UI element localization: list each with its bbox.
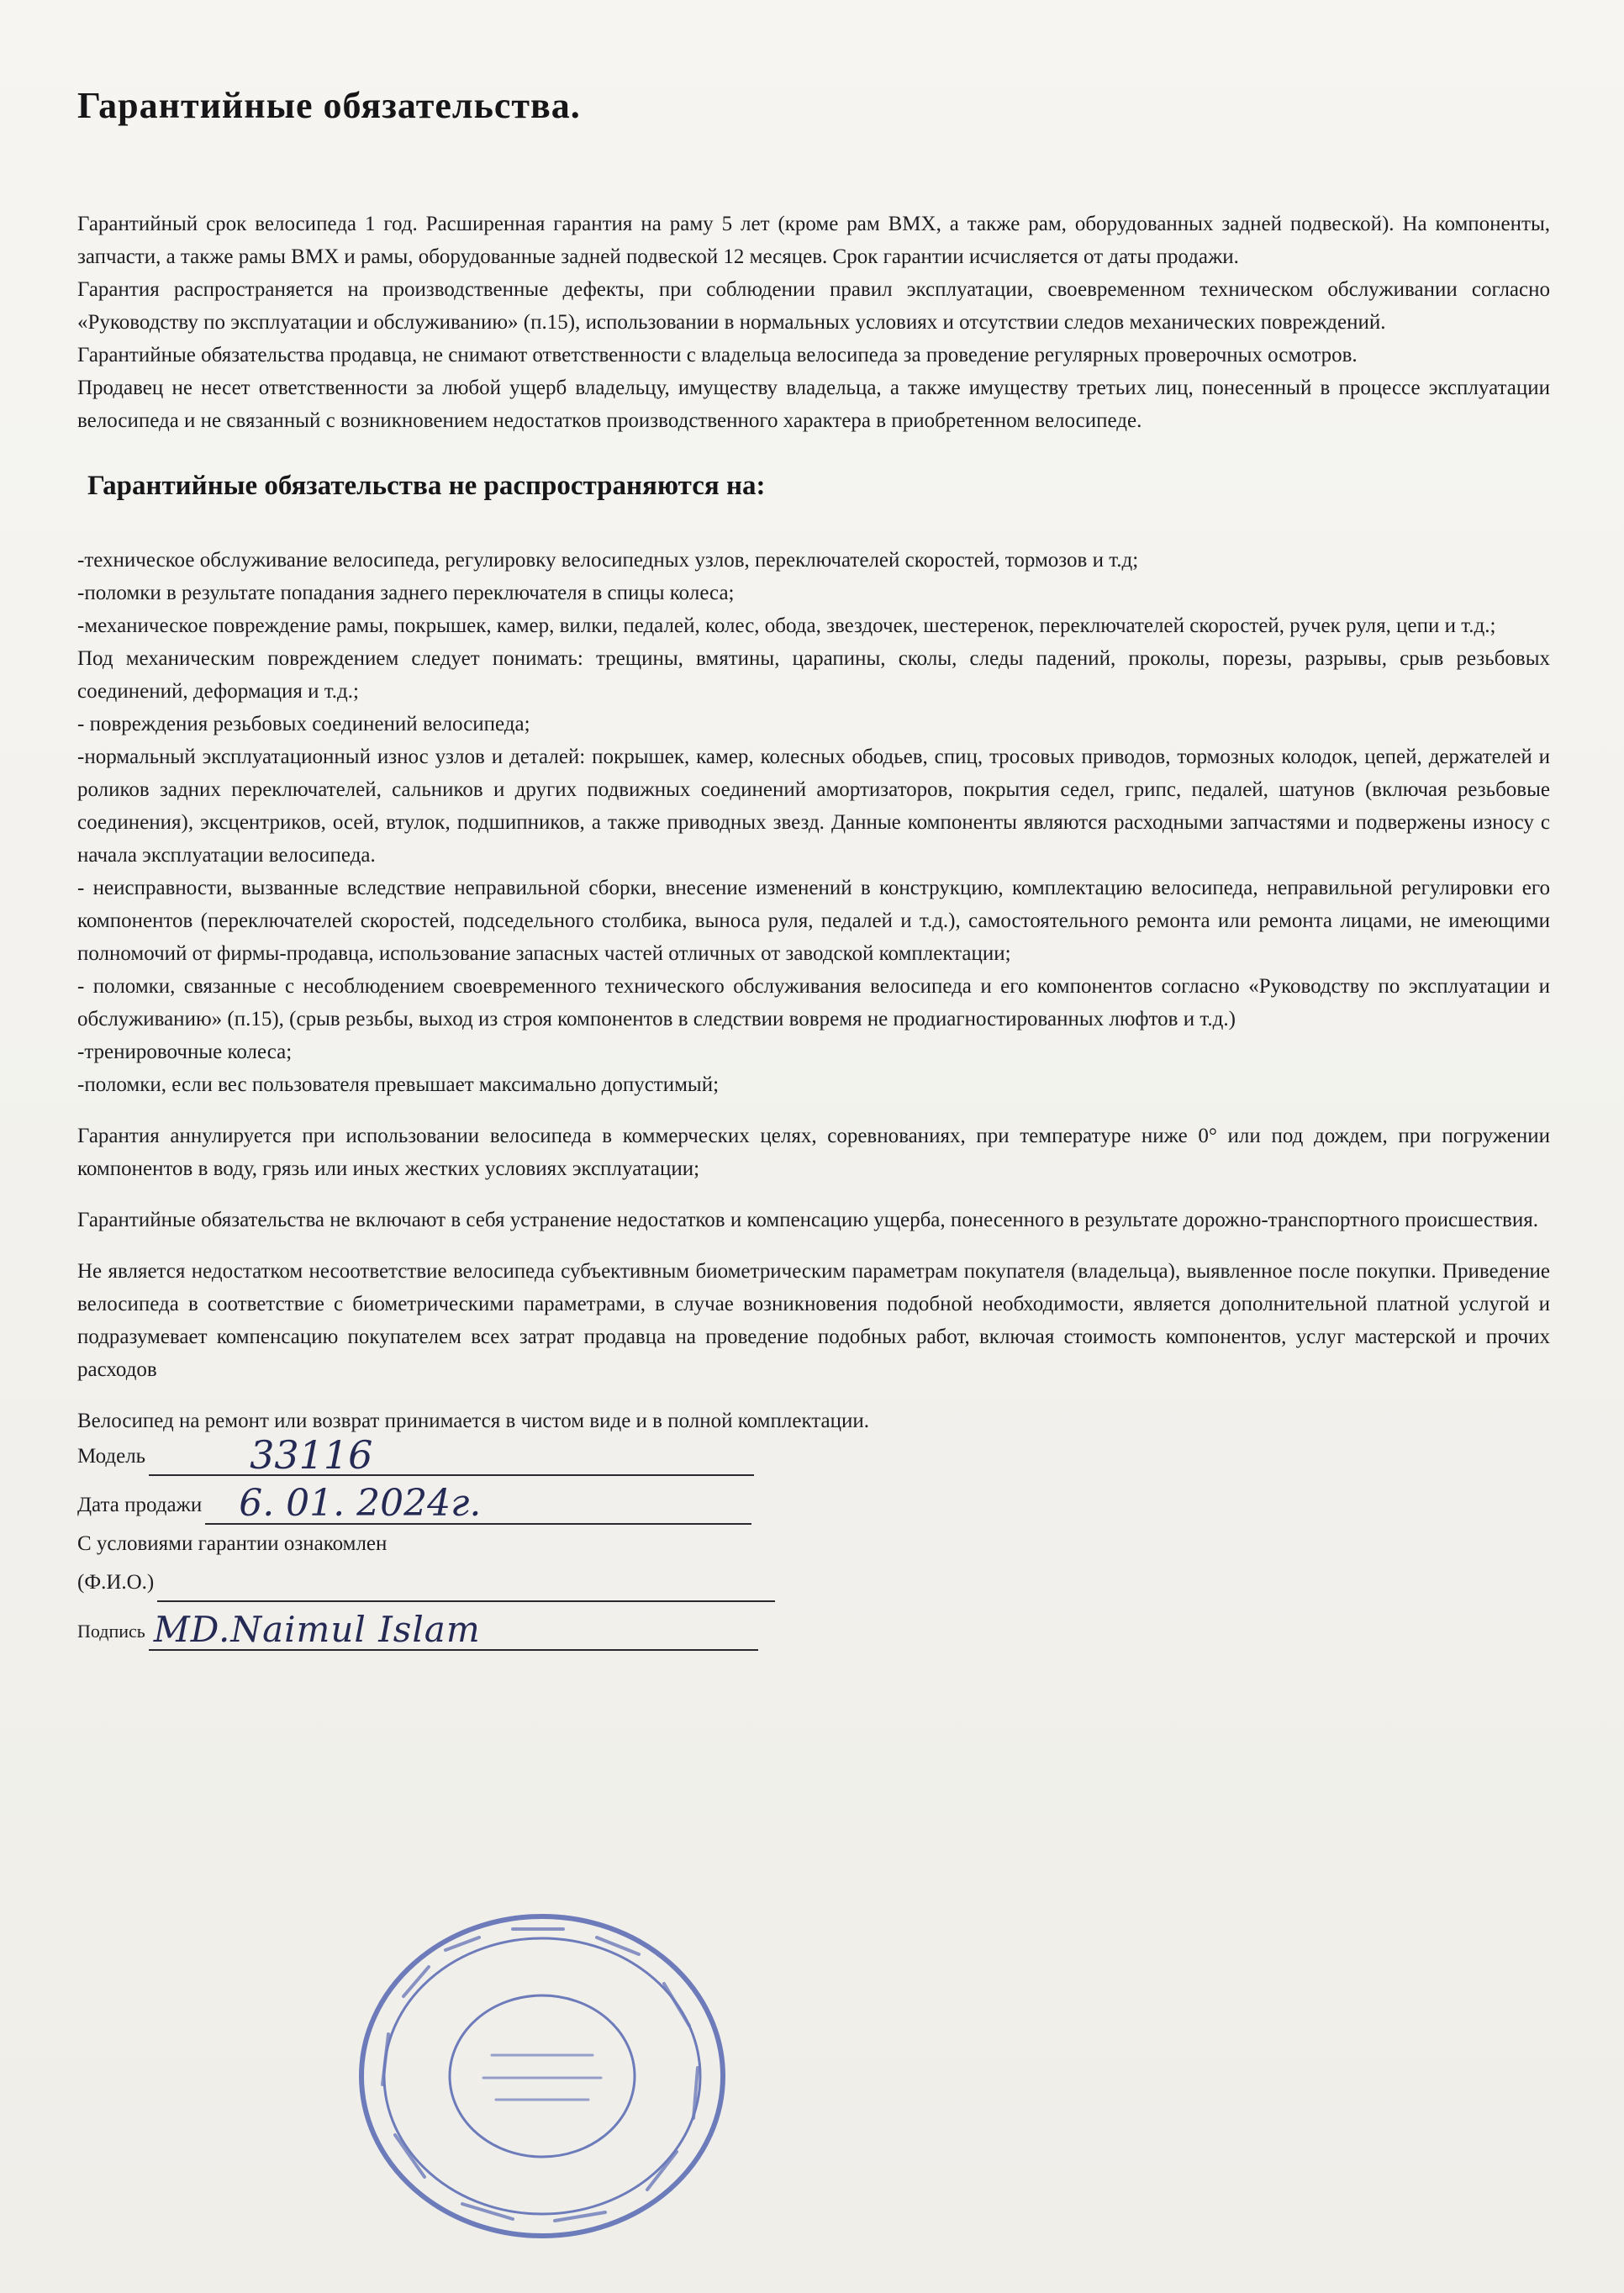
signature-label: Подпись xyxy=(77,1621,145,1642)
paragraph-warranty-coverage: Гарантия распространяется на производственные дефекты, при соблюдении правил эксплуатации, своевременном техническом обслуживании согласно «Руководству по эксплуатации и обслуживанию» (п.15), использовании в нормальных условиях и отсутствии следов механических повреждений. xyxy=(77,278,1550,334)
model-value: 33116 xyxy=(250,1432,373,1478)
paragraph-biometric-fit: Не является недостатком несоответствие велосипеда субъективным биометрическим параметрам покупателя (владельца), выявленное после покупки. Приведение велосипеда в соответствие с биометрическими параметрами, в случае возникновения подобной необходимости, является дополнительной платной услугой и подразумевает компенсацию покупателем всех затрат продавца на проведение подобных работ, включая стоимость компонентов, услуг мастерской и прочих расходов xyxy=(77,1260,1550,1381)
paragraph-accident-exclusion: Гарантийные обязательства не включают в себя устранение недостатков и компенсацию ущерба, понесенного в результате дорожно-транспортного происшествия. xyxy=(77,1209,1538,1231)
exclusion-item: -механическое повреждение рамы, покрышек, камер, вилки, педалей, колес, обода, звездочек, шестеренок, переключателей скоростей, ручек руля, цепи и т.д.; xyxy=(77,614,1496,637)
exclusion-item: Под механическим повреждением следует понимать: трещины, вмятины, царапины, сколы, следы падений, проколы, порезы, разрывы, срыв резьбовых соединений, деформация и т.д.; xyxy=(77,647,1550,703)
signature-field-row xyxy=(77,1609,1550,1651)
document-content xyxy=(77,84,1550,1651)
sale-date-field[interactable] xyxy=(205,1482,751,1525)
paragraph-owner-responsibility: Гарантийные обязательства продавца, не снимают ответственности с владельца велосипеда за проведение регулярных проверочных осмотров. xyxy=(77,344,1358,366)
exclusion-item: -поломки, если вес пользователя превышает максимально допустимый; xyxy=(77,1073,720,1096)
exclusions-title: Гарантийные обязательства не распространяются на: xyxy=(87,471,766,501)
exclusion-item: -тренировочные колеса; xyxy=(77,1041,293,1063)
paragraph-repair-note: Велосипед на ремонт или возврат принимается в чистом виде и в полной комплектации. xyxy=(77,1410,869,1432)
model-field-row xyxy=(77,1432,1550,1478)
exclusion-item: - неисправности, вызванные вследствие неправильной сборки, внесение изменений в конструкцию, комплектацию велосипеда, неправильной регулировки его компонентов (переключателей скоростей, подседельного столбика, выноса руля, педалей и т.д.), самостоятельного ремонта или ремонта лицами, не имеющими полномочий от фирмы-продавца, использование запасных частей отличных от заводской комплектации; xyxy=(77,877,1550,965)
exclusion-item: -техническое обслуживание велосипеда, регулировку велосипедных узлов, переключателей скоростей, тормозов и т.д; xyxy=(77,549,1139,572)
model-field[interactable] xyxy=(149,1432,754,1478)
document-title: Гарантийные обязательства. xyxy=(77,85,581,126)
fio-field-row xyxy=(77,1563,1550,1602)
seller-stamp-icon xyxy=(345,1900,740,2253)
paragraph-warranty-period: Гарантийный срок велосипеда 1 год. Расширенная гарантия на раму 5 лет (кроме рам BMX, а также рам, оборудованных задней подвеской). На компоненты, запчасти, а также рамы BMX и рамы, оборудованные задней подвеской 12 месяцев. Срок гарантии исчисляется от даты продажи. xyxy=(77,213,1550,268)
sale-date-label: Дата продажи xyxy=(77,1494,203,1516)
fio-field[interactable] xyxy=(157,1575,775,1602)
exclusion-item: - повреждения резьбовых соединений велосипеда; xyxy=(77,713,530,735)
exclusion-item: -поломки в результате попадания заднего переключателя в спицы колеса; xyxy=(77,582,735,604)
acknowledged-row xyxy=(77,1525,1550,1563)
sale-date-field-row xyxy=(77,1482,1550,1525)
paragraph-seller-liability: Продавец не несет ответственности за любой ущерб владельцу, имуществу владельца, а также имуществу третьих лиц, понесенный в процессе эксплуатации велосипеда и не связанный с возникновением недостатков производственного характера в приобретенном велосипеде. xyxy=(77,377,1550,432)
exclusion-item: - поломки, связанные с несоблюдением своевременного технического обслуживания велосипеда и его компонентов согласно «Руководству по эксплуатации и обслуживанию» (п.15), (срыв резьбы, выход из строя компонентов в следствии вовремя не продиагностированных люфтов и т.д.) xyxy=(77,975,1550,1031)
sale-date-value: 6. 01. 2024г. xyxy=(239,1482,482,1525)
acknowledged-label: С условиями гарантии ознакомлен xyxy=(77,1532,388,1555)
exclusion-item: -нормальный эксплуатационный износ узлов и деталей: покрышек, камер, колесных ободьев, спиц, тросовых приводов, тормозных колодок, цепей, держателей и роликов задних переключателей, сальников и других подвижных соединений амортизаторов, покрытия седел, грипс, педалей, шатунов (включая резьбовые соединения), эксцентриков, осей, втулок, подшипников, а также приводных звезд. Данные компоненты являются расходными запчастями и подвержены износу с начала эксплуатации велосипеда. xyxy=(77,746,1550,867)
signature-field[interactable] xyxy=(149,1609,758,1651)
fio-label: (Ф.И.О.) xyxy=(77,1571,155,1594)
model-label: Модель xyxy=(77,1445,146,1468)
paragraph-warranty-void: Гарантия аннулируется при использовании велосипеда в коммерческих целях, соревнованиях, при температуре ниже 0° или под дождем, при погружении компонентов в воду, грязь или иных жестких условиях эксплуатации; xyxy=(77,1125,1550,1180)
signature-value: MD.Naimul Islam xyxy=(153,1609,481,1650)
